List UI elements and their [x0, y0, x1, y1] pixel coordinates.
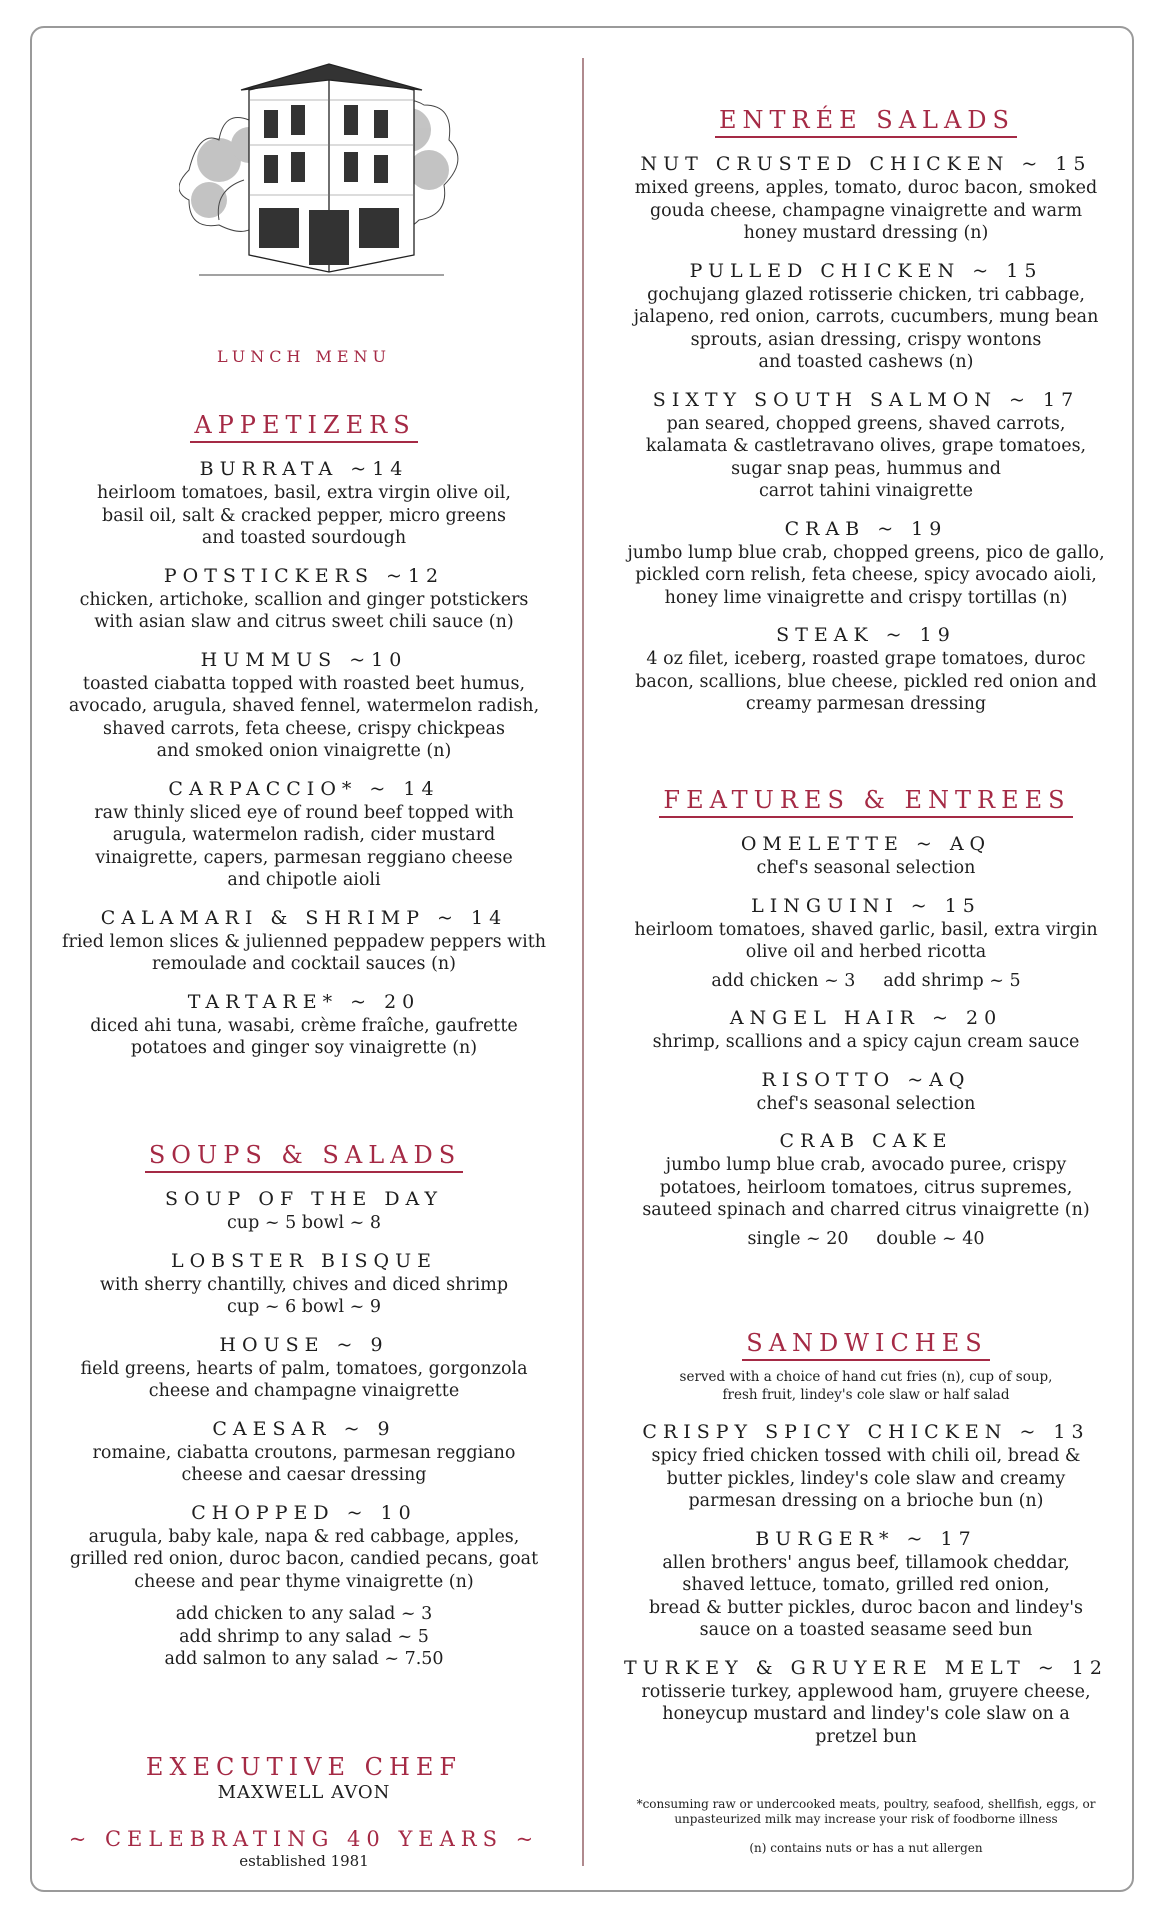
sandwiches-note-line: served with a choice of hand cut fries (n), cup of soup,: [679, 1369, 1053, 1385]
features-entrees-heading: FEATURES & ENTREES: [659, 785, 1072, 818]
description-line: olive oil and herbed ricotta: [745, 942, 987, 962]
description-line: arugula, baby kale, napa & red cabbage, apples,: [88, 1526, 520, 1547]
menu-item-name: CRAB CAKE: [779, 1130, 953, 1152]
executive-chef-title: EXECUTIVE CHEF: [145, 1753, 463, 1781]
description-line: parmesan dressing on a brioche bun (n): [688, 1491, 1044, 1511]
menu-item-options: single ~ 20 double ~ 40: [747, 1228, 985, 1249]
description-line: honeycup mustard and lindey's cole slaw on a: [662, 1704, 1070, 1724]
description-line: chef's seasonal selection: [756, 1093, 976, 1114]
nut-allergen-note: (n) contains nuts or has a nut allergen: [749, 1841, 983, 1855]
menu-item: [606, 1656, 1126, 1749]
menu-item-name: HOUSE ~ 9: [219, 1333, 389, 1356]
description-line: heirloom tomatoes, basil, extra virgin olive oil,: [97, 483, 511, 503]
menu-item-description: [34, 1526, 574, 1594]
menu-item: [606, 894, 1126, 993]
description-line: spicy fried chicken tossed with chili oil, bread &: [651, 1446, 1081, 1466]
description-line: jumbo lump blue crab, chopped greens, pico de gallo,: [627, 542, 1105, 563]
description-line: sprouts, asian dressing, crispy wontons: [690, 329, 1042, 350]
description-line: and chipotle aioli: [227, 870, 381, 890]
menu-item: [34, 777, 574, 892]
description-line: chicken, artichoke, scallion and ginger potstickers: [79, 589, 529, 610]
description-line: kalamata & castletravano olives, grape tomatoes,: [645, 436, 1087, 456]
description-line: field greens, hearts of palm, tomatoes, gorgonzola: [80, 1358, 528, 1379]
menu-item-name: CRISPY SPICY CHICKEN ~ 13: [642, 1421, 1090, 1443]
description-line: cheese and champagne vinaigrette: [148, 1381, 460, 1401]
menu-item-description: [606, 542, 1126, 610]
menu-item-description: [606, 1031, 1126, 1054]
description-line: rotisserie turkey, applewood ham, gruyere cheese,: [641, 1681, 1091, 1702]
menu-item: [34, 457, 574, 550]
menu-item: [34, 906, 574, 976]
raw-food-warning-line: unpasteurized milk may increase your risk of foodborne illness: [674, 1812, 1058, 1826]
executive-chef-name: MAXWELL AVON: [217, 1782, 391, 1803]
description-line: remoulade and cocktail sauces (n): [151, 954, 457, 974]
description-line: allen brothers' angus beef, tillamook cheddar,: [662, 1552, 1070, 1573]
menu-item-name: HUMMUS ~10: [200, 648, 408, 671]
menu-item-name: SOUP OF THE DAY: [164, 1188, 444, 1210]
menu-item-name: ANGEL HAIR ~ 20: [729, 1007, 1003, 1029]
menu-item-name: CALAMARI & SHRIMP ~ 14: [100, 906, 508, 929]
menu-item: [606, 1129, 1126, 1250]
menu-item-description: [34, 1212, 574, 1235]
menu-item: [606, 1420, 1126, 1513]
entree-salads-section: [606, 105, 1126, 730]
menu-item-name: LINGUINI ~ 15: [751, 894, 981, 917]
description-line: basil oil, salt & cracked pepper, micro greens: [102, 505, 506, 526]
description-line: bacon, scallions, blue cheese, pickled red onion and: [635, 671, 1097, 692]
sandwiches-section: [606, 1328, 1126, 1762]
salad-addons: [34, 1603, 574, 1671]
description-line: creamy parmesan dressing: [745, 694, 987, 714]
menu-item: [34, 1501, 574, 1594]
soups-salads-heading: SOUPS & SALADS: [145, 1140, 463, 1173]
menu-item-description: [34, 1015, 574, 1060]
description-line: jumbo lump blue crab, avocado puree, crispy: [665, 1155, 1067, 1175]
menu-item: [34, 990, 574, 1060]
menu-item: [606, 832, 1126, 880]
menu-item: [606, 259, 1126, 374]
description-line: vinaigrette, capers, parmesan reggiano cheese: [95, 847, 513, 868]
description-line: cup ~ 6 bowl ~ 9: [227, 1297, 381, 1317]
menu-item-name: PULLED CHICKEN ~ 15: [689, 259, 1043, 282]
executive-chef-block: [34, 1753, 574, 1805]
description-line: sauteed spinach and charred citrus vinaigrette (n): [642, 1200, 1090, 1220]
description-line: with asian slaw and citrus sweet chili sauce (n): [94, 612, 514, 632]
description-line: heirloom tomatoes, shaved garlic, basil, extra virgin: [634, 919, 1098, 940]
menu-item-name: TARTARE* ~ 20: [187, 990, 421, 1013]
menu-item-name: LOBSTER BISQUE: [170, 1249, 437, 1272]
menu-item-description: [606, 1445, 1126, 1513]
column-divider: [582, 58, 584, 1866]
description-line: honey lime vinaigrette and crispy tortillas (n): [664, 587, 1068, 608]
description-line: 4 oz filet, iceberg, roasted grape tomatoes, duroc: [646, 649, 1086, 669]
description-line: pan seared, chopped greens, shaved carrots,: [666, 413, 1066, 434]
description-line: avocado, arugula, shaved fennel, watermelon radish,: [68, 696, 540, 716]
description-line: potatoes, heirloom tomatoes, citrus supremes,: [659, 1177, 1073, 1198]
addon-salmon: add salmon to any salad ~ 7.50: [164, 1649, 444, 1669]
description-line: arugula, watermelon radish, cider mustard: [112, 825, 496, 845]
description-line: sugar snap peas, hummus and: [731, 458, 1001, 479]
lunch-menu-label: LUNCH MENU: [216, 347, 392, 366]
menu-item: [34, 1417, 574, 1487]
celebrating-years: ~ CELEBRATING 40 YEARS ~: [68, 1827, 540, 1851]
menu-item-name: CHOPPED ~ 10: [191, 1501, 417, 1524]
description-line: fried lemon slices & julienned peppadew peppers with: [61, 931, 546, 952]
description-line: cheese and caesar dressing: [181, 1465, 427, 1485]
menu-item-description: [606, 177, 1126, 245]
menu-item-description: [606, 1552, 1126, 1642]
description-line: jalapeno, red onion, carrots, cucumbers, mung bean: [633, 307, 1099, 327]
description-line: and smoked onion vinaigrette (n): [156, 741, 452, 761]
menu-item: [606, 1068, 1126, 1116]
description-line: mixed greens, apples, tomato, duroc bacon, smoked: [634, 178, 1098, 198]
features-entrees-section: [606, 785, 1126, 1264]
sandwiches-note: [606, 1369, 1126, 1404]
menu-item-description: [606, 284, 1126, 374]
description-line: shrimp, scallions and a spicy cajun cream sauce: [652, 1032, 1080, 1052]
menu-item-description: [34, 482, 574, 550]
features-entrees-list: [606, 832, 1126, 1250]
entree-salads-heading: ENTRÉE SALADS: [715, 105, 1017, 138]
menu-item-name: RISOTTO ~AQ: [761, 1068, 971, 1091]
menu-item-name: OMELETTE ~ AQ: [740, 833, 992, 855]
menu-item-description: [606, 648, 1126, 716]
menu-item: [34, 1333, 574, 1403]
menu-item-name: CRAB ~ 19: [784, 517, 948, 540]
menu-item: [34, 648, 574, 763]
menu-item-name: BURGER* ~ 17: [755, 1527, 977, 1550]
description-line: honey mustard dressing (n): [743, 223, 989, 243]
description-line: sauce on a toasted seasame seed bun: [699, 1620, 1033, 1640]
description-line: with sherry chantilly, chives and diced shrimp: [99, 1274, 509, 1295]
menu-item-name: CARPACCIO* ~ 14: [168, 777, 440, 800]
menu-item: [34, 564, 574, 634]
menu-item-description: [34, 1442, 574, 1487]
description-line: carrot tahini vinaigrette: [759, 481, 973, 501]
appetizers-heading: APPETIZERS: [190, 410, 417, 443]
menu-item-description: [34, 1274, 574, 1319]
menu-item-name: TURKEY & GRUYERE MELT ~ 12: [624, 1656, 1108, 1679]
description-line: gochujang glazed rotisserie chicken, tri cabbage,: [647, 284, 1085, 305]
sandwiches-note-line: fresh fruit, lindey's cole slaw or half salad: [722, 1386, 1010, 1403]
menu-item-description: [606, 413, 1126, 503]
description-line: and toasted cashews (n): [758, 352, 974, 372]
menu-item-name: NUT CRUSTED CHICKEN ~ 15: [640, 153, 1092, 175]
description-line: shaved carrots, feta cheese, crispy chickpeas: [103, 718, 505, 739]
menu-item: [606, 517, 1126, 610]
description-line: grilled red onion, duroc bacon, candied pecans, goat: [69, 1549, 539, 1569]
appetizers-list: [34, 457, 574, 1060]
addon-chicken: add chicken to any salad ~ 3: [175, 1604, 433, 1624]
raw-food-warning-line: *consuming raw or undercooked meats, poultry, seafood, shellfish, eggs, or: [636, 1797, 1096, 1811]
menu-item-description: [34, 1358, 574, 1403]
menu-item-options: add chicken ~ 3 add shrimp ~ 5: [711, 970, 1021, 991]
anniversary-block: [34, 1826, 574, 1870]
menu-item-name: CAESAR ~ 9: [212, 1417, 396, 1440]
menu-item-description: [34, 802, 574, 892]
restaurant-building-illustration: [179, 50, 459, 295]
menu-item: [34, 1249, 574, 1319]
menu-item-name: BURRATA ~14: [199, 458, 409, 480]
description-line: chef's seasonal selection: [756, 858, 976, 878]
description-line: potatoes and ginger soy vinaigrette (n): [130, 1038, 478, 1058]
menu-item: [606, 1006, 1126, 1054]
established-year: established 1981: [239, 1852, 369, 1870]
footnotes: [606, 1797, 1126, 1856]
menu-item: [606, 152, 1126, 245]
menu-item: [606, 388, 1126, 503]
menu-item-description: [606, 1093, 1126, 1116]
description-line: bread & butter pickles, duroc bacon and lindey's: [648, 1597, 1084, 1618]
sandwiches-list: [606, 1420, 1126, 1748]
description-line: toasted ciabatta topped with roasted beet humus,: [82, 673, 526, 694]
description-line: shaved lettuce, tomato, grilled red onion,: [682, 1575, 1050, 1595]
description-line: and toasted sourdough: [201, 528, 407, 548]
soups-salads-list: [34, 1187, 574, 1593]
menu-item-description: [34, 589, 574, 634]
menu-item-description: [34, 931, 574, 976]
menu-item-description: [606, 1154, 1126, 1222]
description-line: pickled corn relish, feta cheese, spicy avocado aioli,: [635, 565, 1097, 585]
menu-item-description: [606, 1681, 1126, 1749]
menu-item-description: [606, 857, 1126, 880]
addon-shrimp: add shrimp to any salad ~ 5: [179, 1626, 429, 1647]
menu-item-description: [606, 919, 1126, 964]
menu-item-name: STEAK ~ 19: [776, 624, 956, 646]
menu-item-description: [34, 673, 574, 763]
description-line: raw thinly sliced eye of round beef topped with: [94, 802, 514, 823]
description-line: romaine, ciabatta croutons, parmesan reggiano: [92, 1442, 516, 1463]
description-line: diced ahi tuna, wasabi, crème fraîche, gaufrette: [90, 1015, 518, 1036]
soups-salads-section: [34, 1140, 574, 1671]
menu-item-name: POTSTICKERS ~12: [163, 564, 445, 587]
sandwiches-heading: SANDWICHES: [742, 1328, 989, 1361]
description-line: gouda cheese, champagne vinaigrette and warm: [649, 200, 1083, 221]
description-line: cup ~ 5 bowl ~ 8: [227, 1213, 381, 1233]
menu-item: [606, 623, 1126, 716]
menu-item: [34, 1187, 574, 1235]
menu-item: [606, 1527, 1126, 1642]
description-line: butter pickles, lindey's cole slaw and creamy: [666, 1468, 1066, 1489]
menu-item-name: SIXTY SOUTH SALMON ~ 17: [652, 388, 1080, 411]
appetizers-section: [34, 410, 574, 1074]
entree-salads-list: [606, 152, 1126, 716]
description-line: cheese and pear thyme vinaigrette (n): [134, 1571, 474, 1592]
description-line: pretzel bun: [815, 1726, 917, 1747]
raw-food-warning: [606, 1797, 1126, 1827]
